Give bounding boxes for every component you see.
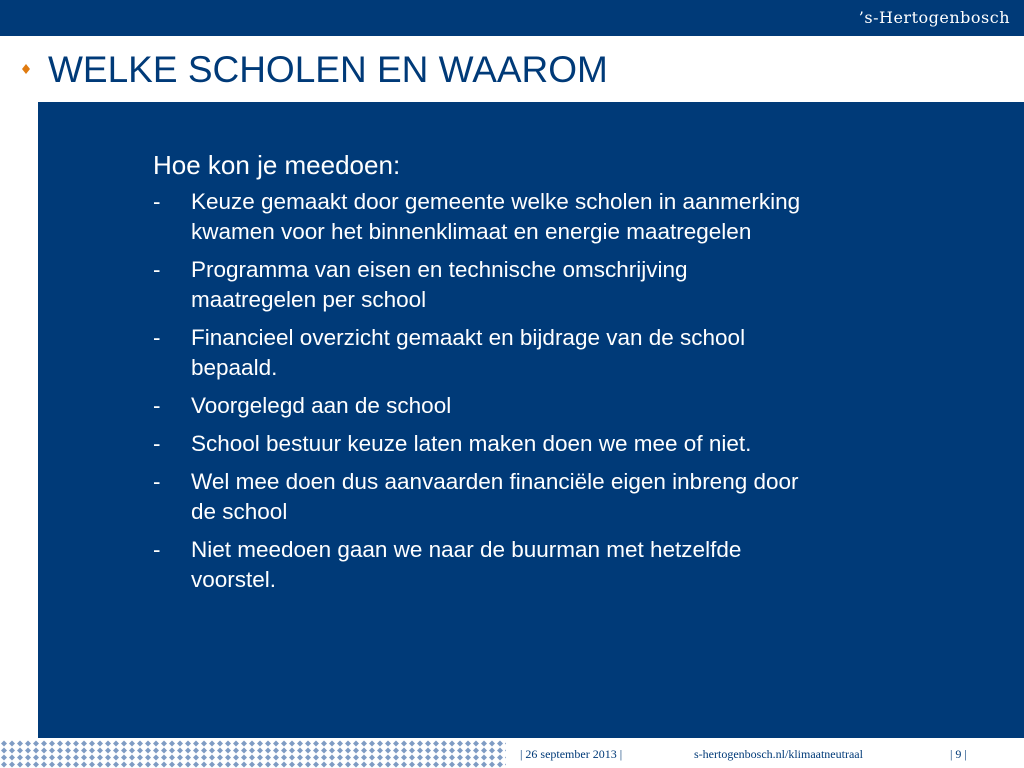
bullet-text: Financieel overzicht gemaakt en bijdrage van de school bepaald. (191, 325, 746, 380)
bullet-dash: - (153, 431, 161, 456)
bullet-dash: - (153, 537, 161, 562)
slide-content (153, 149, 813, 603)
bullet-dash: - (153, 189, 161, 214)
list-item (153, 323, 813, 383)
bullet-dash: - (153, 469, 161, 494)
list-item (153, 467, 813, 527)
diamond-bullet-icon (22, 64, 30, 74)
bullet-text: Voorgelegd aan de school (191, 393, 452, 418)
bullet-text: Niet meedoen gaan we naar de buurman met hetzelfde voorstel. (191, 537, 742, 592)
content-heading: Hoe kon je meedoen: (153, 150, 401, 180)
bullet-list (153, 187, 813, 595)
bullet-text: Programma van eisen en technische omschrijving maatregelen per school (191, 257, 688, 312)
bullet-text: Wel mee doen dus aanvaarden financiële eigen inbreng door de school (191, 469, 799, 524)
brand-name: ’s-Hertogenbosch (858, 8, 1010, 27)
footer-pattern-icon (0, 740, 506, 768)
list-item (153, 429, 813, 459)
footer-strip (0, 740, 1024, 768)
footer-date: | 26 september 2013 | (520, 747, 623, 761)
list-item (153, 391, 813, 421)
slide-title: WELKE SCHOLEN EN WAAROM (48, 49, 608, 90)
content-panel (38, 102, 1024, 738)
bullet-dash: - (153, 393, 161, 418)
list-item (153, 255, 813, 315)
bullet-text: Keuze gemaakt door gemeente welke scholen in aanmerking kwamen voor het binnenklimaat en energie maatregelen (191, 189, 801, 244)
footer-url: s-hertogenbosch.nl/klimaatneutraal (694, 747, 863, 761)
top-bar (0, 0, 1024, 36)
bullet-dash: - (153, 325, 161, 350)
footer-page-number: | 9 | (950, 747, 967, 761)
list-item (153, 187, 813, 247)
bullet-dash: - (153, 257, 161, 282)
list-item (153, 535, 813, 595)
bullet-text: School bestuur keuze laten maken doen we mee of niet. (191, 431, 752, 456)
